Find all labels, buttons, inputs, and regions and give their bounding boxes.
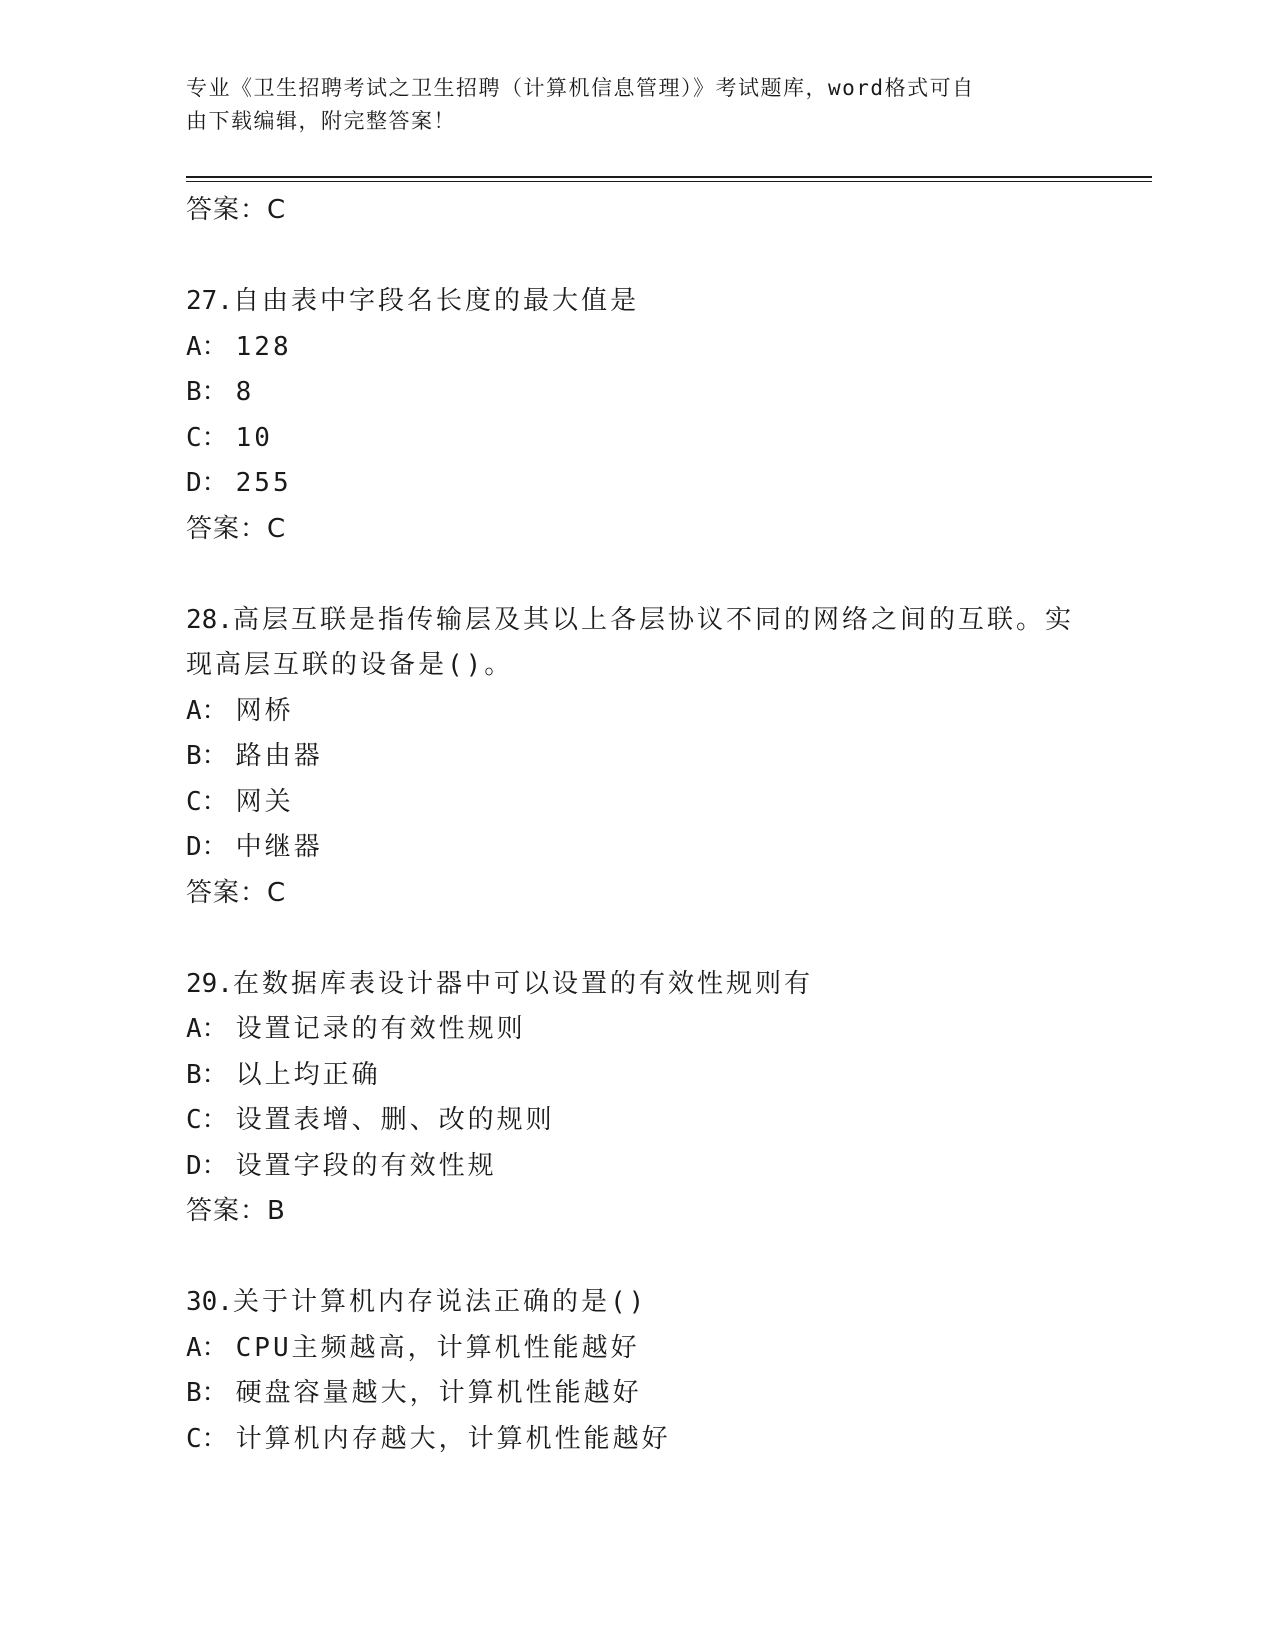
option-text: 128 [235, 331, 292, 362]
option-key: C： [186, 422, 228, 453]
option-b [186, 370, 1152, 416]
question-stem: 在数据库表设计器中可以设置的有效性规则有 [232, 968, 813, 999]
option-key: D： [186, 832, 228, 862]
option-c [186, 780, 1152, 826]
option-text: 路由器 [235, 741, 323, 771]
option-a [186, 325, 1152, 371]
question-text [186, 1280, 1152, 1326]
question-stem: 自由表中字段名长度的最大值是 [232, 286, 639, 316]
question-28 [186, 598, 1152, 917]
spacer [186, 552, 1152, 598]
question-29 [186, 962, 1152, 1235]
question-list [186, 188, 1152, 1462]
option-a [186, 1007, 1152, 1053]
question-text [186, 598, 1152, 644]
option-b [186, 734, 1152, 780]
option-key: C： [186, 1423, 228, 1454]
spacer [186, 234, 1152, 280]
option-text: 中继器 [235, 832, 323, 862]
option-key: C： [186, 1105, 228, 1135]
header-divider-thin [186, 181, 1152, 182]
option-text: 255 [235, 468, 292, 498]
option-key: C： [186, 786, 228, 817]
option-text: 网关 [235, 786, 294, 817]
answer: 答案：C [186, 513, 287, 544]
option-key: B： [186, 741, 228, 771]
question-number: 28. [186, 604, 233, 635]
option-d [186, 1144, 1152, 1190]
question-text [186, 279, 1152, 325]
spacer [186, 1235, 1152, 1281]
option-c [186, 1098, 1152, 1144]
option-text: 以上均正确 [235, 1059, 381, 1090]
option-c [186, 1417, 1152, 1463]
option-key: B： [186, 377, 228, 407]
option-key: B： [186, 1059, 228, 1090]
header-line-1: 专业《卫生招聘考试之卫生招聘（计算机信息管理）》考试题库，word格式可自 [186, 76, 975, 100]
option-key: A： [186, 695, 228, 726]
option-text: 设置字段的有效性规 [235, 1150, 497, 1181]
question-number: 30. [186, 1287, 233, 1317]
option-text: 设置记录的有效性规则 [235, 1014, 526, 1044]
option-d [186, 461, 1152, 507]
question-30 [186, 1280, 1152, 1462]
option-b [186, 1053, 1152, 1099]
document-header [186, 72, 1086, 138]
answer: 答案：B [186, 1196, 286, 1226]
header-divider-thick [186, 176, 1152, 178]
option-text: 10 [235, 422, 273, 453]
option-b [186, 1371, 1152, 1417]
option-a [186, 689, 1152, 735]
option-key: D： [186, 1150, 228, 1181]
option-text: 设置表增、删、改的规则 [235, 1105, 555, 1135]
question-number: 27. [186, 286, 233, 316]
previous-answer: 答案：C [186, 195, 287, 225]
header-line-2: 由下载编辑，附完整答案！ [186, 109, 456, 133]
question-27 [186, 279, 1152, 552]
option-key: B： [186, 1378, 228, 1408]
option-text: 计算机内存越大，计算机性能越好 [235, 1423, 671, 1454]
option-text: 硬盘容量越大，计算机性能越好 [235, 1378, 642, 1408]
question-stem: 高层互联是指传输层及其以上各层协议不同的网络之间的互联。实 [232, 604, 1074, 635]
option-key: A： [186, 1332, 228, 1363]
option-a [186, 1326, 1152, 1372]
option-text: 网桥 [235, 695, 294, 726]
spacer [186, 916, 1152, 962]
answer: 答案：C [186, 877, 287, 908]
option-key: A： [186, 331, 228, 362]
option-c [186, 416, 1152, 462]
option-key: D： [186, 468, 228, 498]
question-number: 29. [186, 968, 233, 999]
option-d [186, 825, 1152, 871]
question-stem: 关于计算机内存说法正确的是() [232, 1287, 648, 1317]
option-key: A： [186, 1014, 228, 1044]
option-text: 8 [235, 377, 255, 407]
question-text [186, 962, 1152, 1008]
question-text-continued: 现高层互联的设备是()。 [186, 650, 514, 680]
option-text: CPU主频越高，计算机性能越好 [235, 1332, 640, 1363]
